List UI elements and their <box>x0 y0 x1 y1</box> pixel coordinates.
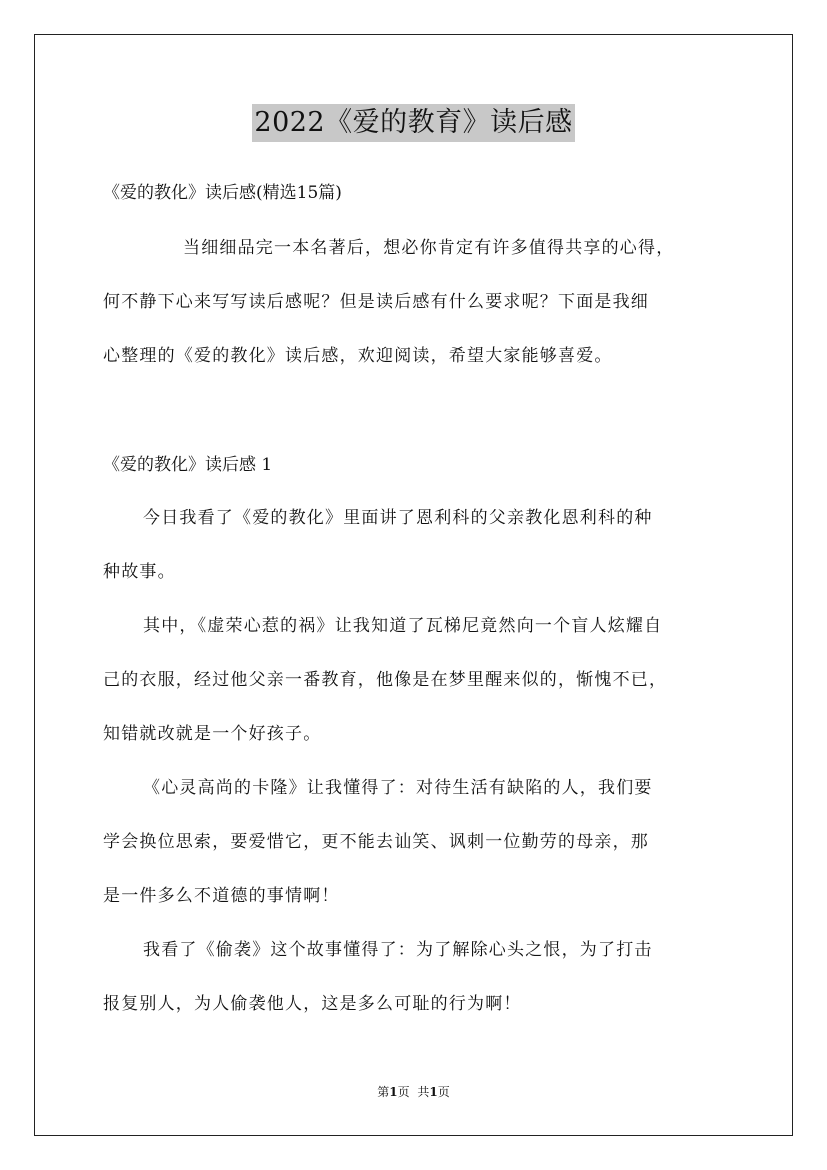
paragraph-3 <box>103 761 733 923</box>
paragraph-line: 知错就改就是一个好孩子。 <box>103 724 322 744</box>
intro-line: 何不静下心来写写读后感呢？但是读后感有什么要求呢？下面是我细 <box>103 292 649 312</box>
document-title: 2022《爱的教育》读后感 <box>252 104 574 142</box>
paragraph-line: 是一件多么不道德的事情啊！ <box>103 886 340 906</box>
paragraph-line: 种故事。 <box>103 562 176 582</box>
section-heading: 《爱的教化》读后感 1 <box>103 455 273 475</box>
paragraph-line: 我看了《偷袭》这个故事懂得了：为了解除心头之恨，为了打击 <box>143 940 653 960</box>
page-prefix: 第 <box>377 1085 390 1099</box>
title-wrapper <box>0 104 827 142</box>
total-suffix: 页 <box>437 1085 450 1099</box>
paragraph-line: 今日我看了《爱的教化》里面讲了恩利科的父亲教化恩利科的种 <box>143 508 653 528</box>
paragraph-line: 《心灵高尚的卡隆》让我懂得了：对待生活有缺陷的人，我们要 <box>143 778 653 798</box>
paragraph-line: 其中，《虚荣心惹的祸》让我知道了瓦梯尼竟然向一个盲人炫耀自 <box>143 616 663 636</box>
paragraph-line: 己的衣服，经过他父亲一番教育，他像是在梦里醒来似的，惭愧不已， <box>103 670 668 690</box>
document-subtitle: 《爱的教化》读后感(精选15篇) <box>103 183 342 203</box>
paragraph-4 <box>103 923 733 1031</box>
intro-line: 心整理的《爱的教化》读后感，欢迎阅读，希望大家能够喜爱。 <box>103 346 613 366</box>
paragraph-line: 学会换位思索，要爱惜它，更不能去讪笑、讽刺一位勤劳的母亲，那 <box>103 832 649 852</box>
paragraph-line: 报复别人，为人偷袭他人，这是多么可耻的行为啊！ <box>103 994 522 1014</box>
page-footer <box>0 1083 827 1101</box>
intro-line: 当细细品完一本名著后，想必你肯定有许多值得共享的心得， <box>183 238 675 258</box>
total-prefix: 共 <box>417 1085 430 1099</box>
intro-paragraph <box>103 221 733 383</box>
paragraph-1 <box>103 491 733 599</box>
paragraph-2 <box>103 599 733 761</box>
page-number: 1 <box>389 1085 398 1099</box>
page-suffix: 页 <box>397 1085 410 1099</box>
total-pages: 1 <box>429 1085 438 1099</box>
